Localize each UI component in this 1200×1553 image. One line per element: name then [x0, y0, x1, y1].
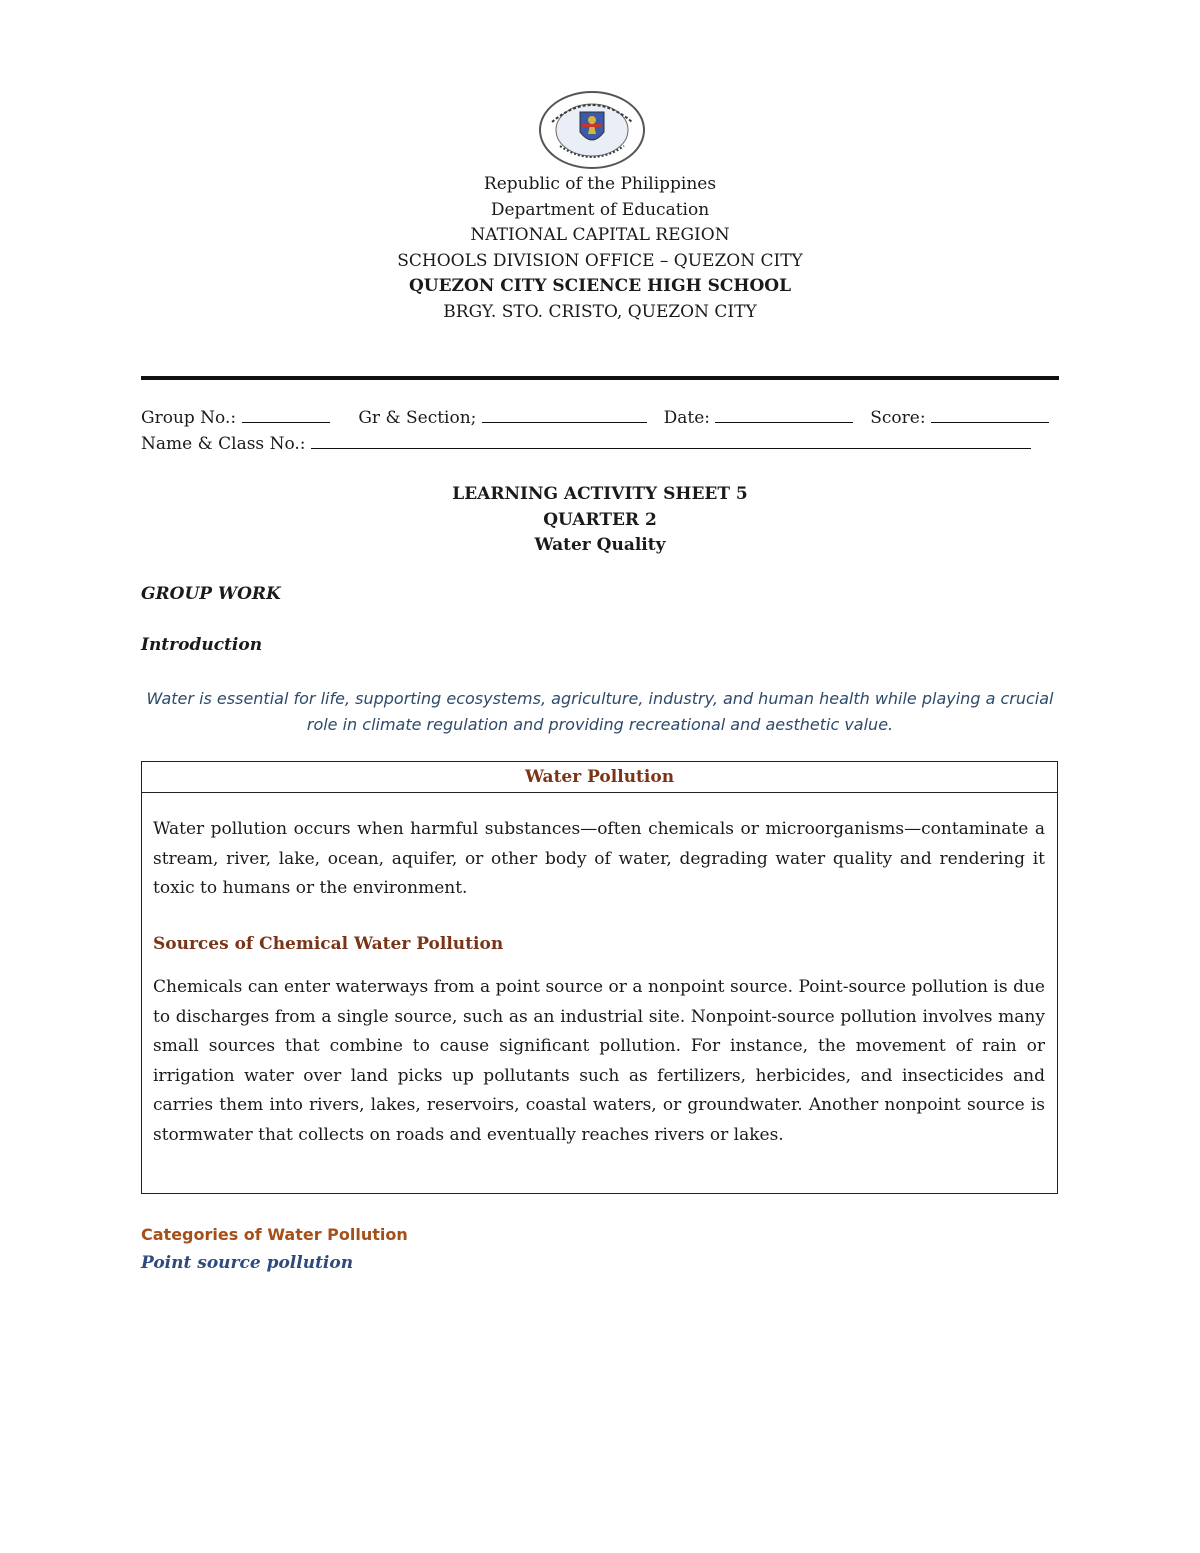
deped-seal-logo [538, 90, 646, 170]
date-label: Date: [663, 408, 711, 428]
name-class-label: Name & Class No.: [141, 434, 306, 454]
point-source-heading: Point source pollution [141, 1253, 354, 1273]
introduction-text: Water is essential for life, supporting ecosystems, agriculture, industry, and human health while playing a crucial role in climate regulation and providing recreational and aesthetic value. [146, 689, 1054, 734]
date-field[interactable] [715, 406, 853, 423]
letterhead [0, 172, 1200, 325]
department-line: Department of Education [490, 199, 710, 220]
gr-section-field[interactable] [482, 406, 647, 423]
sheet-title: LEARNING ACTIVITY SHEET 5 [452, 484, 748, 504]
gr-section-label: Gr & Section; [358, 408, 477, 428]
division-line: SCHOOLS DIVISION OFFICE – QUEZON CITY [397, 250, 803, 271]
water-pollution-box [141, 761, 1058, 1194]
group-work-heading: GROUP WORK [141, 584, 281, 604]
school-address: BRGY. STO. CRISTO, QUEZON CITY [443, 301, 757, 322]
republic-line: Republic of the Philippines [483, 174, 717, 194]
water-pollution-title: Water Pollution [142, 762, 1057, 793]
school-name: QUEZON CITY SCIENCE HIGH SCHOOL [408, 276, 792, 296]
group-no-label: Group No.: [141, 408, 237, 428]
header-divider [141, 376, 1059, 380]
sources-paragraph: Chemicals can enter waterways from a point source or a nonpoint source. Point-source pollution is due to discharges from a single source, such as an industrial site. Nonpoint-source pollution involves many small sources that combine to cause significant pollution. For instance, the movement of rain or irrigation water over land picks up pollutants such as fertilizers, herbicides, and insecticides and carries them into rivers, lakes, reservoirs, coastal waters, or groundwater. Another nonpoint source is stormwater that collects on roads and eventually reaches rivers or lakes. [153, 977, 1045, 1145]
sources-heading: Sources of Chemical Water Pollution [153, 933, 504, 954]
topic-title: Water Quality [534, 535, 666, 555]
name-class-field[interactable] [311, 432, 1031, 449]
student-info-fields [141, 405, 1049, 457]
score-label: Score: [870, 408, 926, 428]
sheet-titles [0, 482, 1200, 559]
score-field[interactable] [931, 406, 1049, 423]
introduction-heading: Introduction [141, 635, 263, 655]
quarter-title: QUARTER 2 [543, 509, 657, 530]
water-pollution-paragraph: Water pollution occurs when harmful substances—often chemicals or microorganisms—contaminate a stream, river, lake, ocean, aquifer, or other body of water, degrading water quality and rendering it toxic to humans or the environment. [153, 819, 1045, 898]
group-no-field[interactable] [242, 406, 330, 423]
region-line: NATIONAL CAPITAL REGION [470, 225, 730, 245]
categories-heading: Categories of Water Pollution [141, 1225, 408, 1244]
